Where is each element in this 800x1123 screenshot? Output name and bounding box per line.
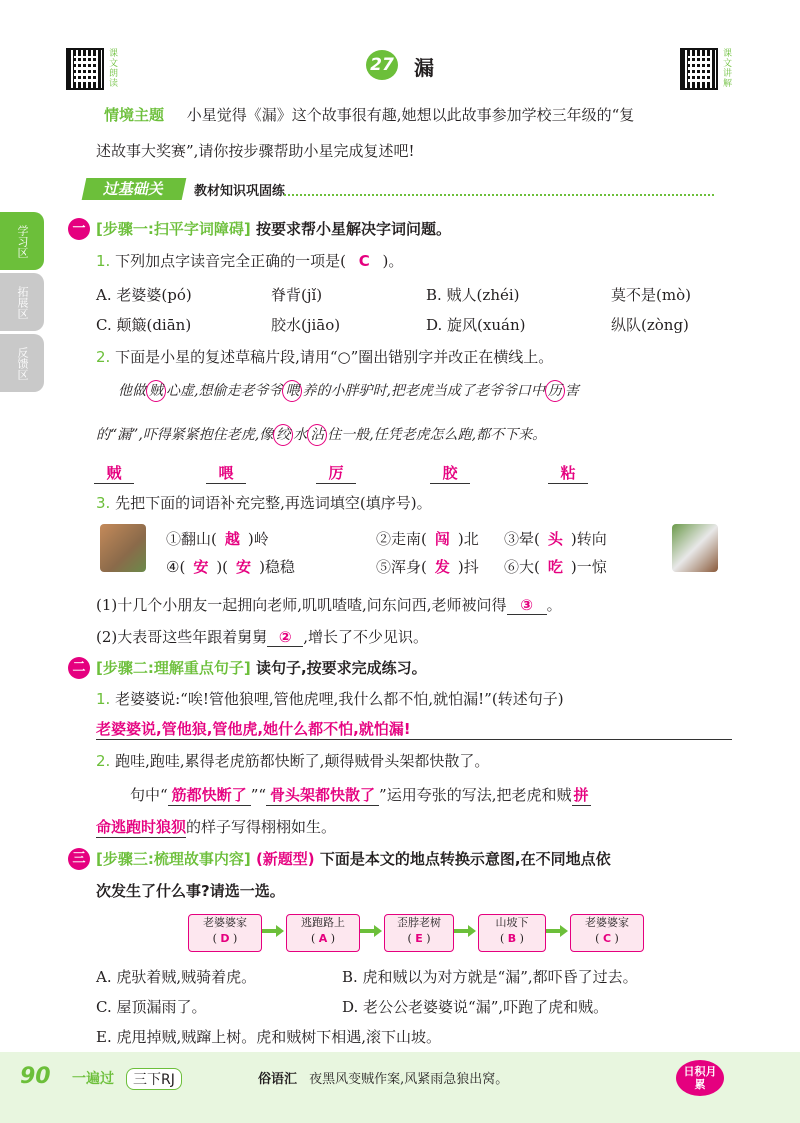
flow-place-label: 老婆婆家	[203, 916, 247, 929]
flow-place-label: 逃跑路上	[301, 916, 345, 929]
choice-row-3: E. 虎甩掉贼,贼蹿上树。虎和贼树下相遇,滚下山坡。	[96, 1028, 442, 1046]
q2-line	[96, 346, 553, 367]
word-text: )北	[457, 530, 479, 548]
step3-title: [步骤三:梳理故事内容]	[96, 850, 251, 868]
step2-q2-line	[96, 750, 489, 771]
word-text: ③晕(	[504, 530, 540, 548]
flow-answer[interactable]: A	[318, 932, 328, 945]
step2-instruction: 读句子,按要求完成练习。	[255, 659, 427, 677]
option-a1: A. 老婆婆(pó)	[96, 286, 192, 304]
step2-title: [步骤二:理解重点句子]	[96, 659, 251, 677]
word-answer: 头	[547, 530, 563, 548]
step1-instruction: 按要求帮小星解决字词问题。	[255, 220, 451, 238]
qr-left-caption: 课文朗读	[107, 48, 117, 88]
circled-typo: 贼	[146, 380, 166, 402]
scenario-text-1: 小星觉得《漏》这个故事很有趣,她想以此故事参加学校三年级的“复	[186, 106, 635, 124]
exaggeration-answer-1[interactable]: 筋都快断了	[168, 784, 251, 806]
step2-q2-fill	[130, 784, 591, 806]
state-answer[interactable]: 拼	[573, 786, 589, 804]
word-answer: 越	[224, 530, 240, 548]
arrow-right-icon	[546, 925, 568, 937]
monkey-illustration	[100, 524, 146, 572]
fill-answer[interactable]: ③	[507, 596, 547, 615]
fill-text: 的样子写得栩栩如生。	[186, 818, 337, 836]
step3-heading	[96, 848, 611, 869]
flow-answer[interactable]: D	[220, 932, 230, 945]
side-tab-extend[interactable]: 拓展区	[0, 273, 44, 331]
q2-text: 下面是小星的复述草稿片段,请用“○”圈出错别字并改正在横线上。	[115, 348, 554, 366]
q1-answer: C	[358, 252, 370, 270]
step2-q2-text: 跑哇,跑哇,累得老虎筋都快断了,颠得贼骨头架都快散了。	[115, 752, 490, 770]
draft-line-2	[96, 424, 546, 446]
panda-illustration	[672, 524, 718, 572]
flow-place-label: 歪脖老树	[397, 916, 441, 929]
step2-heading	[96, 657, 427, 678]
qr-code-right[interactable]	[680, 48, 718, 90]
option-c1: C. 颠簸(diān)	[96, 316, 192, 334]
step1-badge: 一	[68, 218, 90, 240]
option-c2: 胶水(jiāo)	[271, 316, 341, 334]
word-text: ⑤浑身(	[376, 558, 427, 576]
word-text: ①翻山(	[166, 530, 217, 548]
option-d2: 纵队(zòng)	[611, 316, 689, 334]
fill-text: (1)十几个小朋友一起拥向老师,叽叽喳喳,问东问西,老师被问得	[96, 596, 507, 614]
side-tab-feedback[interactable]: 反馈区	[0, 334, 44, 392]
grade-label: 三下RJ	[126, 1068, 182, 1090]
word-answer: 安	[193, 558, 209, 576]
fill-text: ”运用夸张的写法,把老虎和贼	[379, 786, 572, 804]
step2-q1-text: 老婆婆说:“唉!管他狼哩,管他虎哩,我什么都不怕,就怕漏!”(转述句子)	[115, 690, 564, 708]
choice-d: D. 老公公老婆婆说“漏”,吓跑了虎和贼。	[342, 998, 609, 1016]
arrow-right-icon	[360, 925, 382, 937]
draft-text: 水	[293, 427, 308, 443]
side-tabs	[0, 212, 44, 395]
flow-place-5: 老婆婆家 ( C )	[570, 914, 644, 952]
word-answer: 安	[236, 558, 252, 576]
flow-answer[interactable]: E	[415, 932, 423, 945]
word-answer: 吃	[547, 558, 563, 576]
choice-a: A. 虎驮着贼,贼骑着虎。	[96, 968, 257, 986]
circled-typo: 历	[545, 380, 565, 402]
step2-badge: 二	[68, 657, 90, 679]
word-text: )转向	[570, 530, 607, 548]
flow-place-2: 逃跑路上 ( A )	[286, 914, 360, 952]
section-subtitle: 教材知识巩固练	[194, 184, 286, 199]
scenario-line-1	[104, 104, 634, 125]
correction-2[interactable]: 喂	[206, 462, 246, 484]
state-answer-cont[interactable]: 命逃跑时狼狈	[96, 818, 187, 836]
word-text: ⑥大(	[504, 558, 540, 576]
lesson-title: 漏	[414, 56, 434, 80]
draft-text: 住一般,任凭老虎怎么跑,都不下来。	[327, 427, 547, 443]
flow-answer[interactable]: B	[507, 932, 517, 945]
step1-title: [步骤一:扫平字词障碍]	[96, 220, 251, 238]
section-header	[84, 178, 734, 204]
fill-answer[interactable]: ②	[267, 628, 303, 647]
q1-number: 1.	[96, 252, 111, 270]
fill-sentence-1	[96, 594, 562, 615]
correction-3[interactable]: 厉	[316, 462, 356, 484]
arrow-right-icon	[454, 925, 476, 937]
q3-number: 3.	[96, 494, 111, 512]
flow-place-label: 山坡下	[495, 916, 529, 929]
step3-instruction-2: 次发生了什么事?请选一选。	[96, 882, 285, 900]
fill-text: 句中“	[130, 786, 168, 804]
fill-text: ”“	[250, 786, 267, 804]
qr-right-caption: 课文讲解	[721, 48, 731, 88]
option-d1: D. 旋风(xuán)	[426, 316, 526, 334]
draft-text: 他做	[118, 383, 146, 399]
q3-text: 先把下面的词语补充完整,再选词填空(填序号)。	[115, 494, 432, 512]
word-text: )稳稳	[259, 558, 295, 576]
daily-badge: 日积月累	[676, 1060, 724, 1096]
option-b2: 莫不是(mò)	[611, 286, 691, 304]
q3-line	[96, 492, 432, 513]
page-number: 90	[20, 1064, 51, 1089]
word-text: )(	[216, 558, 229, 576]
draft-line-1	[118, 380, 579, 402]
option-b1: B. 贼人(zhéi)	[426, 286, 520, 304]
word-answer: 发	[434, 558, 450, 576]
lesson-number: 27	[366, 50, 398, 80]
fill-text: (2)大表哥这些年跟着舅舅	[96, 628, 268, 646]
word-text: )抖	[457, 558, 479, 576]
brand-logo: 一遍过	[72, 1071, 114, 1087]
fill-tail: 。	[546, 596, 562, 614]
flow-place-label: 老婆婆家	[585, 916, 629, 929]
flow-place-4: 山坡下 ( B )	[478, 914, 546, 952]
circled-typo: 沾	[307, 424, 327, 446]
draft-text: 的“漏”,吓得紧紧抱住老虎,像	[96, 427, 274, 443]
step3-badge: 三	[68, 848, 90, 870]
q1-text: 下列加点字读音完全正确的一项是(	[115, 252, 346, 270]
word-text: )岭	[247, 530, 269, 548]
divider	[284, 194, 714, 196]
step2-q1-line	[96, 688, 564, 709]
step2-q1-number: 1.	[96, 690, 111, 708]
proverb-label: 俗语汇	[258, 1072, 298, 1087]
fill-tail: ,增长了不少见识。	[303, 628, 429, 646]
q1-line	[96, 250, 403, 271]
option-a2: 脊背(jǐ)	[271, 286, 323, 304]
correction-5[interactable]: 粘	[548, 462, 588, 484]
correction-1[interactable]: 贼	[94, 462, 134, 484]
step2-q2-number: 2.	[96, 752, 111, 770]
correction-4[interactable]: 胶	[430, 462, 470, 484]
step1-heading	[96, 218, 451, 239]
step3-instruction: 下面是本文的地点转换示意图,在不同地点依	[319, 850, 611, 868]
word-text: ④(	[166, 558, 186, 576]
side-tab-study[interactable]: 学习区	[0, 212, 44, 270]
proverb-line	[258, 1068, 508, 1087]
draft-text: 害	[564, 383, 579, 399]
draft-text: 养的小胖驴时,把老虎当成了老爷爷口中	[302, 383, 545, 399]
exaggeration-answer-2[interactable]: 骨头架都快散了	[266, 784, 379, 806]
reported-speech-answer: 老婆婆说,管他狼,管他虎,她什么都不怕,就怕漏!	[96, 720, 411, 738]
scenario-line-2: 述故事大奖赛”,请你按步骤帮助小星完成复述吧!	[96, 142, 415, 160]
circled-typo: 喂	[282, 380, 302, 402]
q2-number: 2.	[96, 348, 111, 366]
scenario-label: 情境主题	[104, 106, 165, 124]
word-text: ②走南(	[376, 530, 427, 548]
flow-place-3: 歪脖老树 ( E )	[384, 914, 454, 952]
new-question-tag: (新题型)	[255, 850, 315, 868]
choice-c: C. 屋顶漏雨了。	[96, 998, 207, 1016]
section-tag: 过基础关	[82, 178, 187, 200]
circled-typo: 绞	[273, 424, 293, 446]
word-answer: 闯	[434, 530, 450, 548]
step2-q1-answer[interactable]	[96, 718, 732, 740]
flow-answer[interactable]: C	[602, 932, 612, 945]
flow-place-1: 老婆婆家 ( D )	[188, 914, 262, 952]
fill-sentence-2	[96, 626, 428, 647]
proverb-text: 夜黑风变贼作案,风紧雨急狼出窝。	[309, 1072, 509, 1087]
q1-tail: )。	[382, 252, 404, 270]
choice-b: B. 虎和贼以为对方就是“漏”,都吓昏了过去。	[342, 968, 638, 986]
word-text: )一惊	[570, 558, 607, 576]
qr-code-left[interactable]	[66, 48, 104, 90]
step2-q2-fill-cont	[96, 816, 336, 838]
arrow-right-icon	[262, 925, 284, 937]
draft-text: 心虚,想偷走老爷爷	[166, 383, 283, 399]
